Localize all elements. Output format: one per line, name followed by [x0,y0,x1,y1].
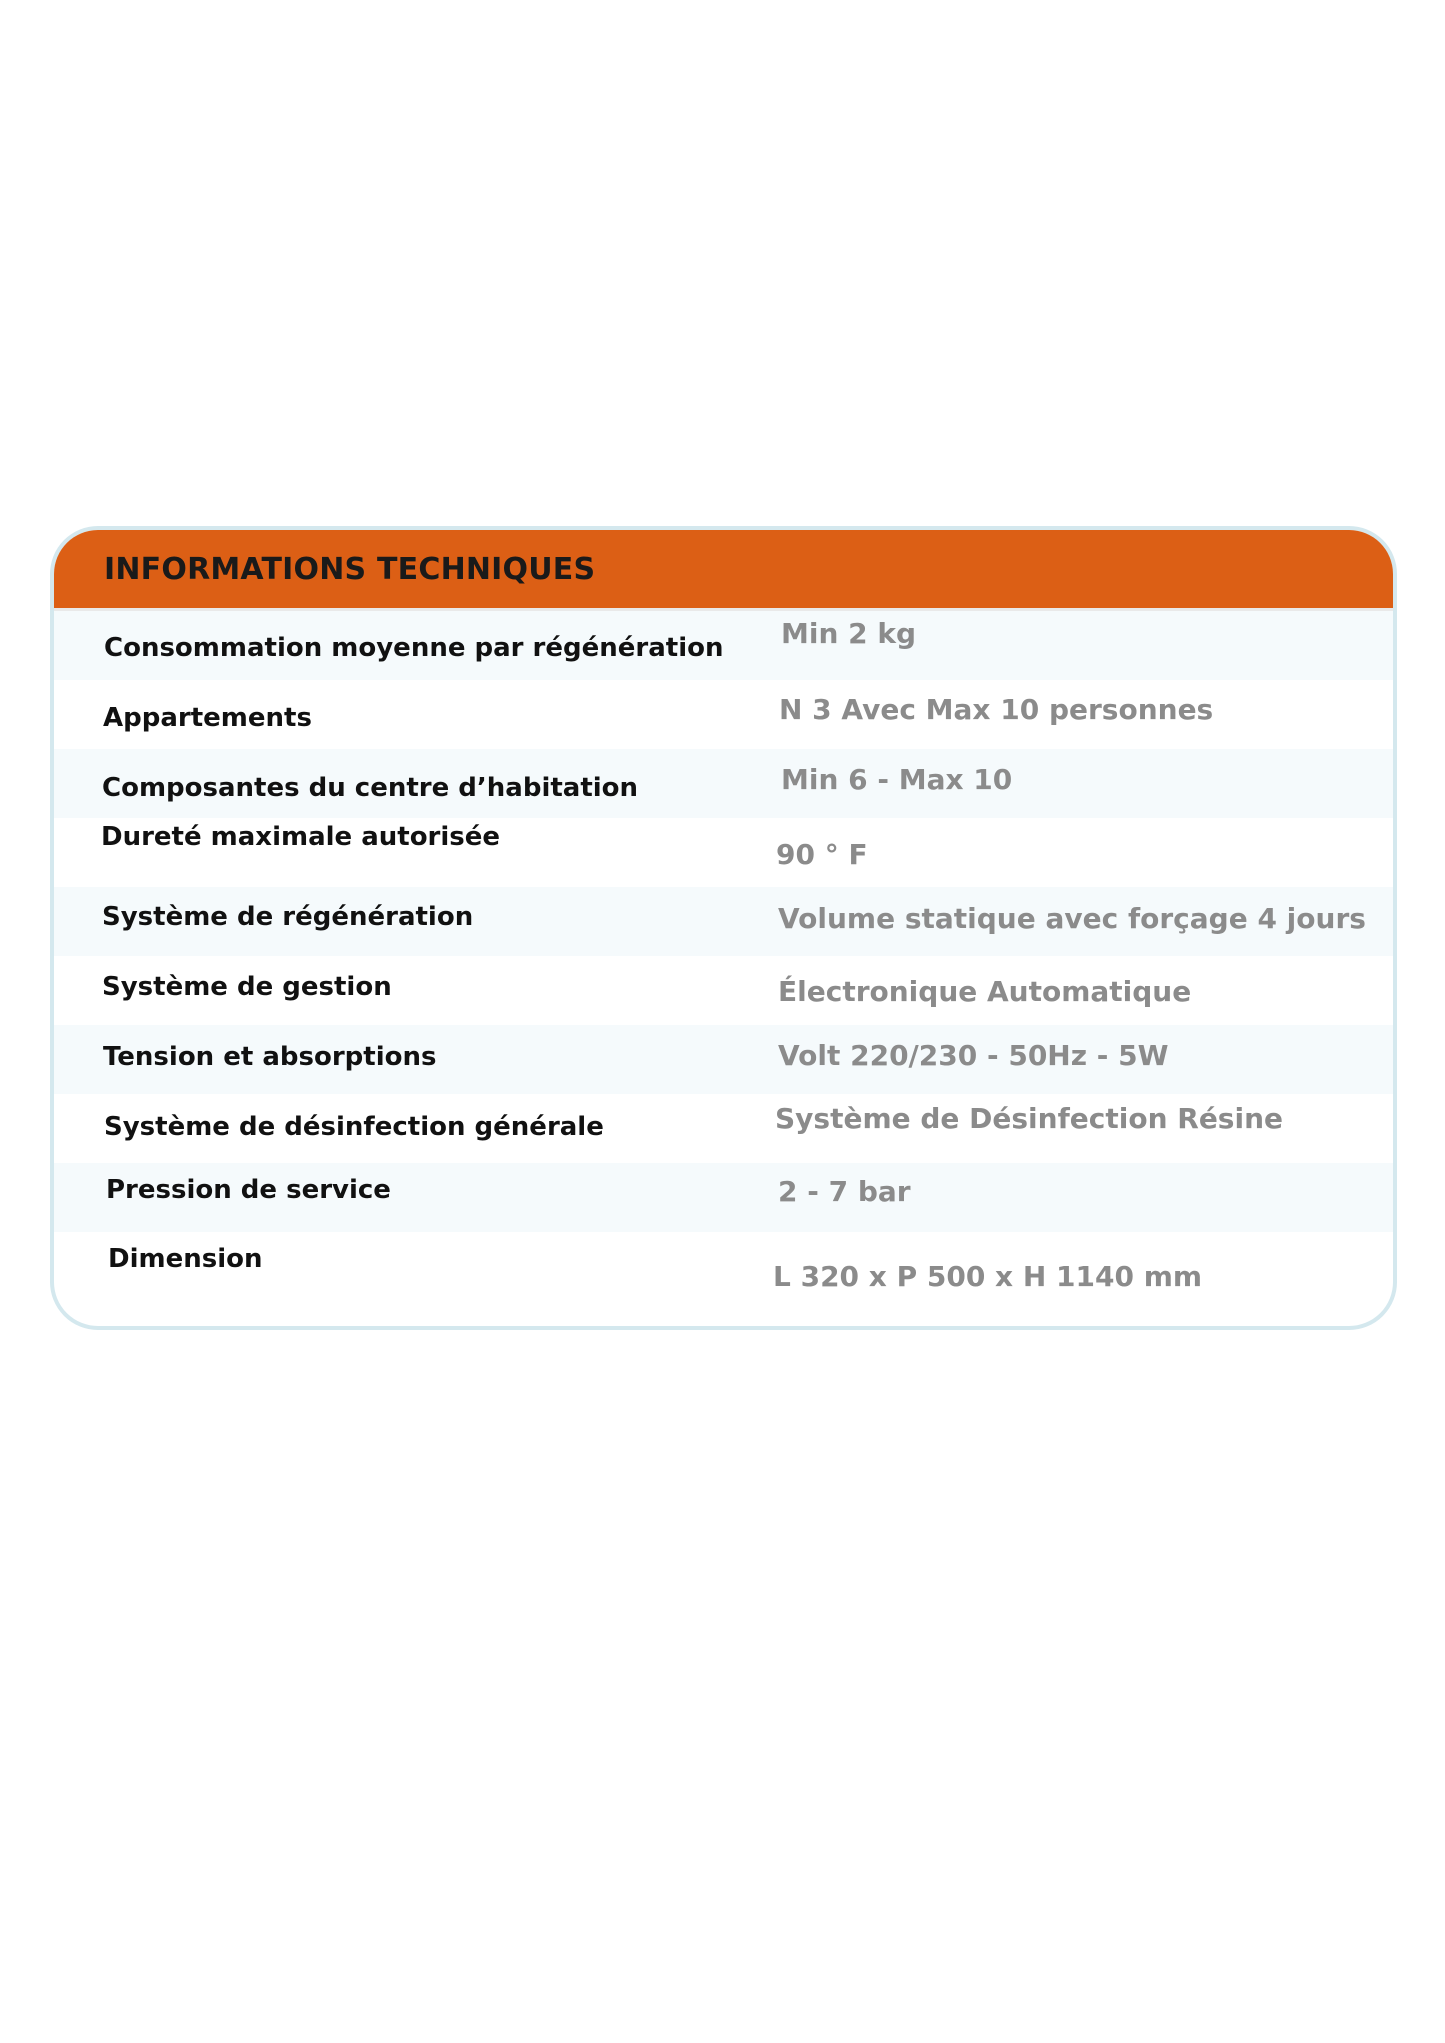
spec-row [54,956,1393,1025]
technical-info-card [50,526,1397,1330]
spec-label: Dureté maximale autorisée [101,822,501,852]
spec-label: Système de gestion [102,972,392,1002]
spec-value: Min 2 kg [781,617,917,650]
card-title: INFORMATIONS TECHNIQUES [104,552,596,587]
spec-table [54,611,1393,1301]
spec-value: Volt 220/230 - 50Hz - 5W [778,1039,1169,1072]
spec-label: Système de désinfection générale [104,1112,604,1142]
spec-value: Électronique Automatique [778,975,1192,1008]
card-header [54,530,1393,611]
spec-row [54,1163,1393,1232]
spec-value: Volume statique avec forçage 4 jours [778,902,1366,935]
spec-value: Min 6 - Max 10 [781,763,1013,796]
spec-label: Composantes du centre d’habitation [102,773,639,803]
spec-row [54,818,1393,887]
spec-label: Pression de service [106,1175,391,1205]
spec-label: Appartements [103,703,312,733]
spec-value: N 3 Avec Max 10 personnes [779,693,1214,726]
spec-row [54,1025,1393,1094]
spec-value: L 320 x P 500 x H 1140 mm [773,1260,1203,1293]
spec-label: Tension et absorptions [103,1042,437,1072]
spec-value: Système de Désinfection Résine [775,1102,1283,1135]
spec-row [54,611,1393,680]
spec-row [54,749,1393,818]
spec-label: Consommation moyenne par régénération [104,633,724,663]
spec-label: Système de régénération [102,902,474,932]
spec-value: 2 - 7 bar [778,1175,911,1208]
spec-row [54,887,1393,956]
spec-row [54,680,1393,749]
spec-label: Dimension [108,1244,263,1274]
spec-value: 90 ° F [776,838,868,871]
spec-row [54,1232,1393,1301]
spec-row [54,1094,1393,1163]
